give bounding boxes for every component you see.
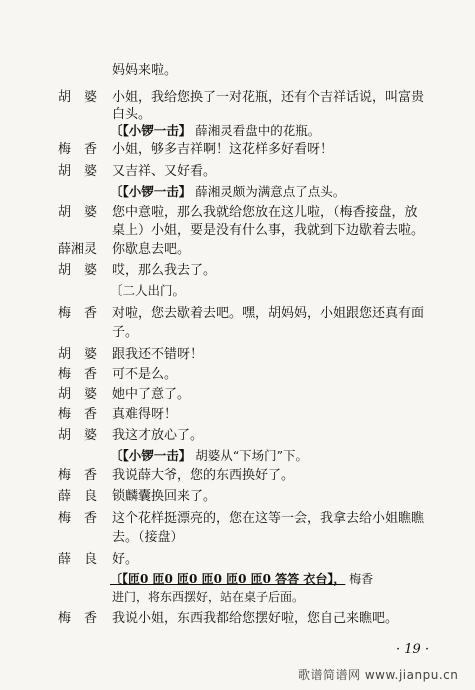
line-text: 您中意啦，那么我就给您放在这儿啦，（梅香接盘，放 [112, 205, 418, 220]
speaker-name: 梅 香 [58, 468, 98, 483]
line-text: 我这才放心了。 [112, 428, 204, 443]
stage-text: 薛湘灵看盘中的花瓶。 [195, 123, 321, 138]
stage-text: 〔二人出门。 [110, 283, 186, 298]
watermark: 歌谱简谱网 www.jianpu.cn [298, 668, 459, 682]
speaker-name: 梅 香 [58, 367, 98, 382]
stage-cue: 〔【小锣一击】 [110, 123, 192, 138]
speaker-name: 胡 婆 [58, 387, 98, 402]
line-text: 去。（接盘） [112, 530, 184, 545]
speaker-name: 薛 良 [58, 552, 98, 567]
stage-text: 梅香 [349, 572, 374, 586]
speaker-name: 梅 香 [58, 142, 98, 157]
speaker-name: 胡 婆 [58, 205, 98, 220]
line-text: 我说薛大爷，您的东西换好了。 [112, 468, 295, 483]
line-text: 小姐，我给您换了一对花瓶，还有个吉祥话说，叫富贵 [112, 90, 425, 105]
line-text: 白头。 [112, 107, 152, 122]
line-text: 进门，将东西摆好，站在桌子后面。 [112, 590, 305, 604]
speaker-name: 薛湘灵 [58, 242, 98, 257]
line-text: 她中了意了。 [112, 387, 191, 402]
line-text: 真难得呀！ [112, 407, 178, 422]
speaker-name: 胡 婆 [58, 428, 98, 443]
line-text: 又吉祥、又好看。 [112, 164, 217, 179]
line-text: 这个花样挺漂亮的，您在这等一会，我拿去给小姐瞧瞧 [112, 511, 425, 526]
speaker-name: 胡 婆 [58, 90, 98, 105]
line-text: 我说小姐，东西我都给您摆好啦，您自己来瞧吧。 [112, 611, 399, 626]
speaker-name: 梅 香 [58, 511, 98, 526]
line-text: 你歇息去吧。 [112, 242, 191, 257]
line-text: 桌上）小姐，要是没有什么事，我就到下边歇着去啦。 [112, 223, 425, 238]
line-text: 小姐，够多吉祥啊！这花样多好看呀！ [112, 142, 334, 157]
line-text: 哎，那么我去了。 [112, 263, 217, 278]
speaker-name: 梅 香 [58, 407, 98, 422]
line-text: 可不是么。 [112, 367, 178, 382]
stage-cue: 〔【小锣一击】 [110, 184, 192, 199]
line-text: 对啦，您去歇着去吧。嘿，胡妈妈，小姐跟您还真有面 [112, 306, 425, 321]
speaker-name: 梅 香 [58, 306, 98, 321]
line-text: 妈妈来啦。 [112, 63, 178, 78]
line-text: 锁麟囊换回来了。 [112, 489, 217, 504]
stage-cue: 〔【匝0 匝0 匝0 匝0 匝0 匝0 答答 衣台】， [110, 572, 346, 586]
speaker-name: 薛 良 [58, 489, 98, 504]
line-text: 子。 [112, 325, 139, 340]
speaker-name: 梅 香 [58, 611, 98, 626]
stage-cue: 〔【小锣一击】 [110, 448, 192, 463]
speaker-name: 胡 婆 [58, 263, 98, 278]
stage-text: 薛湘灵颇为满意点了点头。 [195, 184, 346, 199]
page-number: · 19 · [396, 642, 430, 657]
line-text: 好。 [112, 552, 139, 567]
speaker-name: 胡 婆 [58, 164, 98, 179]
stage-text: 胡婆从“下场门”下。 [195, 448, 309, 463]
speaker-name: 胡 婆 [58, 347, 98, 362]
line-text: 跟我还不错呀！ [112, 347, 204, 362]
